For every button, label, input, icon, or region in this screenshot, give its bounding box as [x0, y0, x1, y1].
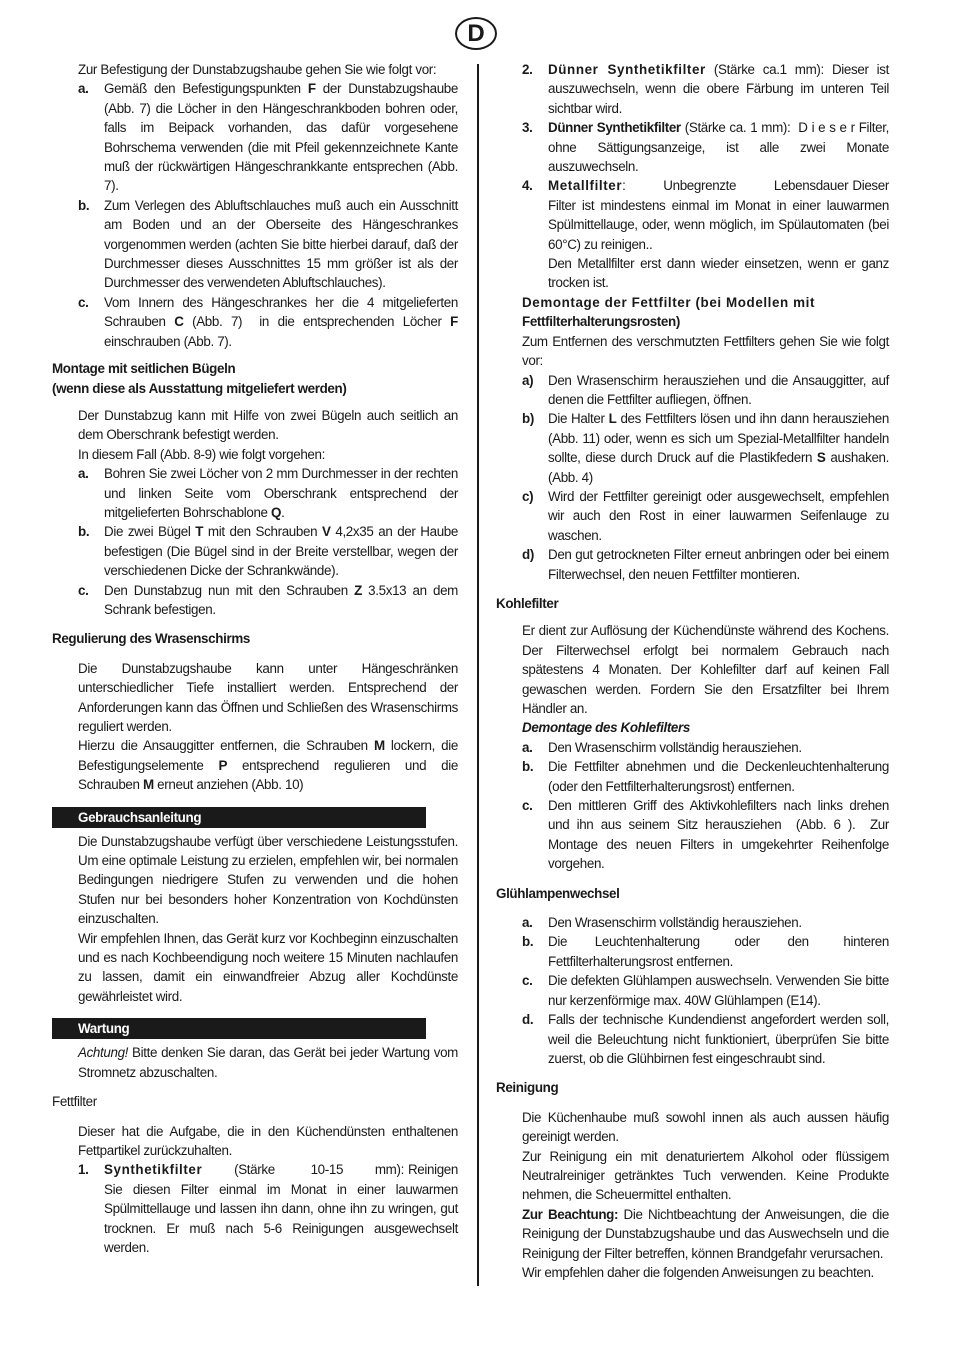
paragraph: Die Küchenhaube muß sowohl innen als auch aussen häufig gereinigt werden.	[522, 1109, 889, 1145]
list-item: b) Die Halter L des Fettfilters lösen und ihn dann herausziehen (Abb. 11) oder, wenn es sich um Spezial-Metallfilter handeln sollte, diese durch Druck auf die Plastikfedern S aushaken. (Abb. 4)	[522, 411, 890, 485]
subheading: Demontage des Kohlefilters	[522, 720, 690, 736]
paragraph: Die Dunstabzugshaube kann unter Hängeschränken unterschiedlicher Tiefe installiert werden. Entsprechend der Anforderungen kann das Öffnen und Schließen des Wrasenschirms reguliert werden.	[78, 660, 458, 734]
kohle-steps	[496, 738, 889, 874]
section-heading: Kohlefilter	[496, 595, 559, 611]
paragraph: Wir empfehlen Ihnen, das Gerät kurz vor Kochbeginn einzuschalten und es nach Kochbeendigung noch weitere 15 Minuten nachlaufen zu lassen, damit ein einwandfreier Abzug aller Kochdünste gewährleistet wird.	[78, 930, 458, 1004]
list-item: c) Wird der Fettfilter gereinigt oder ausgewechselt, empfehlen wir auch den Rost in einer lauwarmen Seifenlauge zu waschen.	[522, 488, 889, 543]
list-item: b. Die Leuchtenhalterung oder den hinteren Fettfilterhalterungsrost entfernen.	[522, 934, 889, 969]
paragraph: Zur Reinigung ein mit denaturiertem Alkohol oder flüssigem Neutralreiniger getränktes Tuch verwenden. Keine Produkte nehmen, die Scheuermittel enthalten.	[522, 1148, 889, 1203]
list-item: b. Die Fettfilter abnehmen und die Deckenleuchtenhalterung (oder den Fettfilterhalterungsrost) entfernen.	[522, 759, 889, 794]
section-heading: (wenn diese als Ausstattung mitgeliefert werden)	[52, 380, 347, 396]
list-item: a. Den Wrasenschirm vollständig herausziehen.	[522, 915, 802, 931]
section-heading: Montage mit seitlichen Bügeln	[52, 361, 236, 377]
paragraph: Wir empfehlen daher die folgenden Anweisungen zu beachten.	[522, 1264, 874, 1280]
list-item: 3. Dünner Synthetikfilter (Stärke ca. 1 mm): D i e s e r Filter, ohne Sättigungsanzeige, ist alle zwei Monate auszuwechseln.	[522, 120, 889, 175]
section-heading: Reinigung	[496, 1080, 559, 1096]
mounting-steps	[52, 79, 458, 351]
list-item: a. Gemäß den Befestigungspunkten F der Dunstabzugshaube (Abb. 7) die Löcher in den Hängeschrankboden bohren oder, falls im Beipack vorhanden, das dafür vorgesehene Bohrschema verwenden (die mit Pfeil gekennzeichnete Kante muß der rückwärtigen Hängeschrankkante entsprechen (Abb. 7).	[78, 81, 458, 194]
list-item: 2. Dünner Synthetikfilter (Stärke ca.1 mm): Dieser ist auszuwechseln, wenn die obere Färbung im unteren Teil sichtbar wird.	[522, 62, 890, 116]
list-item: a. Bohren Sie zwei Löcher von 2 mm Durchmesser in der rechten und linken Seite vom Oberschrank entsprechend der mitgelieferten Bohrschablone Q.	[78, 466, 458, 520]
demontage-steps	[496, 371, 889, 584]
right-column	[496, 60, 889, 1282]
list-item: b. Die zwei Bügel T mit den Schrauben V 4,2x35 an der Haube befestigen (Die Bügel sind in der Breite verstellbar, wegen der verschiedenen Dicke der Schrankwände).	[78, 524, 458, 579]
paragraph: Der Dunstabzug kann mit Hilfe von zwei Bügeln auch seitlich an dem Oberschrank befestigt werden.	[78, 407, 458, 443]
list-item: b. Zum Verlegen des Abluftschlauches muß auch ein Ausschnitt am Boden und an der Oberseite des Hängeschrankes vorgenommen werden (achten Sie bitte hierbei darauf, daß der Durchmesser dieses Ausschnittes 15 mm größer ist als der Durchmesser des verwendeten Abluftschlauches).	[78, 197, 458, 291]
section-heading: Glühlampenwechsel	[496, 885, 620, 901]
list-item: a. Den Wrasenschirm vollständig herausziehen.	[522, 739, 802, 755]
left-column	[52, 60, 458, 1257]
list-item: a) Den Wrasenschirm herausziehen und die Ansauggitter, auf denen die Fettfilter aufliegen, öffnen.	[522, 372, 889, 407]
paragraph: Zum Entfernen des verschmutzten Fettfilters gehen Sie wie folgt vor:	[522, 333, 889, 369]
section-bar-wartung: Wartung	[52, 1018, 426, 1039]
paragraph: In diesem Fall (Abb. 8-9) wie folgt vorgehen:	[78, 446, 325, 462]
paragraph: Hierzu die Ansauggitter entfernen, die Schrauben M lockern, die Befestigungselemente P entsprechend regulieren und die Schrauben M erneut anziehen (Abb. 10)	[78, 738, 458, 793]
column-divider	[477, 64, 479, 1286]
subheading: Demontage der Fettfilter (bei Modellen mit Fettfilterhalterungsrosten)	[522, 294, 816, 330]
list-item: c. Die defekten Glühlampen auswechseln. Verwenden Sie bitte nur kerzenförmige max. 40W Glühlampen (E14).	[522, 973, 889, 1008]
bracket-steps	[52, 464, 458, 619]
paragraph: Er dient zur Auflösung der Küchendünste während des Kochens. Der Filterwechsel erfolgt bei normalem Gebrauch nach spätestens 4 Monaten. Der Kohlefilter darf auf keinen Fall gewaschen werden. Fordern Sie den Ersatzfilter bei Ihrem Händler an.	[522, 623, 889, 716]
list-item: 4. Metallfilter: Unbegrenzte Lebensdauer Dieser Filter ist mindestens einmal im Monat in einer lauwarmen Spülmittellauge, oder, wenn möglich, im Spülautomaten (bei 60°C) zu reinigen.. Den Metallfilter erst dann wieder einsetzen, wenn er ganz trocken ist.	[522, 178, 889, 291]
list-item: d) Den gut getrockneten Filter erneut anbringen oder bei einem Filterwechsel, den neuen Fettfilter montieren.	[522, 547, 889, 582]
intro-text: Zur Befestigung der Dunstabzugshaube gehen Sie wie folgt vor:	[78, 62, 437, 77]
section-bar-gebrauchsanleitung: Gebrauchsanleitung	[52, 807, 426, 828]
paragraph: Die Dunstabzugshaube verfügt über verschiedene Leistungsstufen. Um eine optimale Leistung zu erzielen, empfehlen wir, bei normalen Bedingungen niedrigere Stufen zu verwenden und die hohen Stufen nur bei besonders hoher Konzentration von Kochdünsten einzuschalten.	[78, 833, 458, 927]
list-item: c. Den Dunstabzug nun mit den Schrauben Z 3.5x13 an dem Schrank befestigen.	[78, 582, 458, 617]
language-badge: D	[455, 17, 497, 50]
section-heading: Fettfilter	[52, 1094, 97, 1110]
list-item: d. Falls der technische Kundendienst angefordert werden soll, weil die Beleuchtung nicht funktioniert, überprüfen Sie bitte zuerst, ob die Glühbirnen fest eingeschraubt sind.	[522, 1012, 889, 1066]
list-item: c. Vom Innern des Hängeschrankes her die 4 mitgelieferten Schrauben C (Abb. 7) in die entsprechenden Löcher F einschrauben (Abb. 7).	[78, 294, 458, 349]
list-item: c. Den mittleren Griff des Aktivkohlefilters nach links drehen und ihn aus seinem Sitz herausziehen (Abb. 6 ). Zur Montage des neuen Filters in umgekehrter Reihenfolge vorgehen.	[522, 798, 889, 872]
paragraph: Zur Beachtung: Die Nichtbeachtung der Anweisungen, die die Reinigung der Dunstabzugshaube und das Auswechseln und die Reinigung der Filter betreffen, können Brandgefahr verursachen.	[522, 1206, 890, 1261]
warning-text: Achtung! Bitte denken Sie daran, das Gerät bei jeder Wartung vom Stromnetz abzuschalten.	[78, 1045, 458, 1080]
list-item: 1. Synthetikfilter (Stärke 10-15 mm): Reinigen Sie diesen Filter einmal im Monat in einer lauwarmen Spülmittellauge und lassen ihn dann, ohne ihn zu wringen, gut trocknen. Er muß nach 5-6 Reinigungen ausgewechselt werden.	[78, 1162, 458, 1255]
paragraph: Dieser hat die Aufgabe, die in den Küchendünsten enthaltenen Fettpartikel zurückzuhalten.	[78, 1123, 458, 1158]
section-heading: Regulierung des Wrasenschirms	[52, 631, 250, 647]
gluh-steps	[496, 913, 889, 1068]
